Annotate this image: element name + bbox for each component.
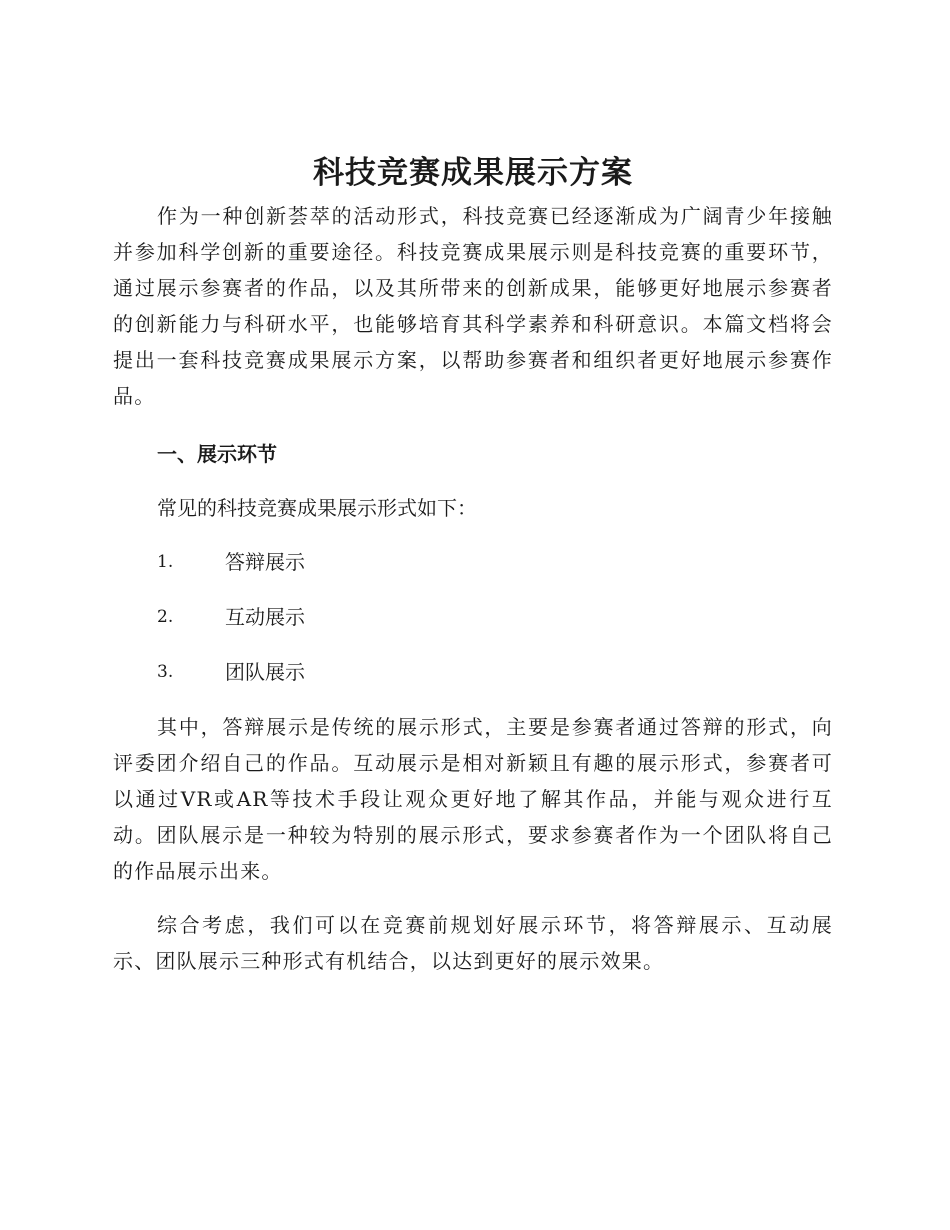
section-lead-text: 常见的科技竞赛成果展示形式如下：	[157, 496, 477, 520]
list-item-text: 答辩展示	[225, 550, 305, 574]
list-item-text: 团队展示	[225, 660, 305, 684]
document-title: 科技竞赛成果展示方案	[313, 155, 633, 191]
intro-paragraph: 作为一种创新荟萃的活动形式，科技竞赛已经逐渐成为广阔青少年接触并参加科学创新的重要途径。科技竞赛成果展示则是科技竞赛的重要环节，通过展示参赛者的作品，以及其所带来的创新成果，能够更好地展示参赛者的创新能力与科研水平，也能够培育其科学素养和科研意识。本篇文档将会提出一套科技竞赛成果展示方案，以帮助参赛者和组织者更好地展示参赛作品。	[113, 204, 833, 408]
list-item-text: 互动展示	[225, 605, 305, 629]
conclusion-paragraph: 综合考虑，我们可以在竞赛前规划好展示环节，将答辩展示、互动展示、团队展示三种形式有机结合，以达到更好的展示效果。	[113, 913, 833, 973]
list-item	[113, 599, 833, 654]
forms-explanation-paragraph: 其中，答辩展示是传统的展示形式，主要是参赛者通过答辩的形式，向评委团介绍自己的作品。互动展示是相对新颖且有趣的展示形式，参赛者可以通过VR或AR等技术手段让观众更好地了解其作品，并能与观众进行互动。团队展示是一种较为特别的展示形式，要求参赛者作为一个团队将自己的作品展示出来。	[113, 715, 833, 883]
list-item-number: 1.	[157, 552, 174, 572]
display-forms-list	[113, 544, 833, 709]
list-item	[113, 544, 833, 599]
list-item	[113, 654, 833, 709]
list-item-number: 3.	[157, 662, 174, 682]
list-item-number: 2.	[157, 607, 174, 627]
document-body	[113, 150, 833, 979]
section-heading: 一、展示环节	[157, 442, 277, 466]
